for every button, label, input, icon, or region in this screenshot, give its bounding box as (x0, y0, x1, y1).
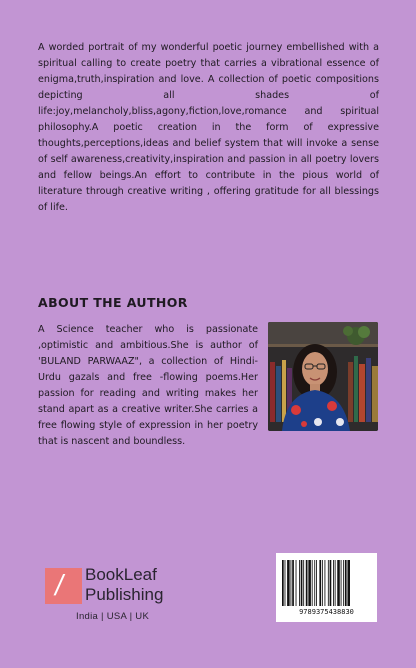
barcode-bar (299, 560, 300, 606)
barcode-bar (325, 560, 326, 606)
publisher-logo-mark (45, 568, 82, 604)
barcode-bar (312, 560, 313, 606)
barcode-bar (328, 560, 329, 606)
publisher-name (85, 565, 163, 605)
publisher-name-line2: Publishing (85, 585, 164, 604)
author-bio: A Science teacher who is passionate ,optimistic and ambitious.She is author of 'BULAND PARWAAZ", a collection of Hindi-Urdu gazals and free -flowing poems.Her passion for reading and writing makes her stand apart as a creative writer.She carries a free flowing style of expression in her poetry that is nascent and boundless. (38, 324, 258, 447)
barcode-bar (314, 560, 315, 606)
slash-icon: / (52, 570, 66, 600)
barcode-bar (347, 560, 350, 606)
back-cover-blurb: A worded portrait of my wonderful poetic journey embellished with a spiritual calling to create poetry that carries a vibrational essence of enigma,truth,inspiration and love. A collection of poetic compositions depicting all shades of life:joy,melancholy,bliss,agony,fiction,love,romance and spiritual philosophy.A poetic creation in the form of expressive thoughts,perceptions,ideas and belief system that will invoke a sense of self awareness,creativity,inspiration and passion in all poetry lovers and fellow beings.An effort to contribute in the pious world of literature through creative writing , offering gratitude for all blessings of life. (38, 42, 379, 213)
barcode-bar (291, 560, 292, 606)
barcode-bar (343, 560, 344, 606)
author-photo (268, 322, 378, 431)
barcode-bar (301, 560, 303, 606)
barcode-bar (287, 560, 290, 606)
barcode-bar (308, 560, 311, 606)
barcode-bar (303, 560, 304, 606)
barcode-bar (345, 560, 347, 606)
isbn-number: 9789375438830 (299, 608, 354, 616)
barcode-bar (282, 560, 284, 606)
barcode-bar (335, 560, 336, 606)
barcode-bars (282, 560, 371, 606)
barcode-bar (285, 560, 286, 606)
barcode-bar (341, 560, 342, 606)
publisher-regions: India | USA | UK (76, 611, 150, 622)
publisher-name-line1: BookLeaf (85, 565, 157, 584)
barcode-bar (333, 560, 334, 606)
barcode-bar (319, 560, 321, 606)
barcode-bar (296, 560, 297, 606)
barcode-bar (337, 560, 340, 606)
barcode-bar (292, 560, 294, 606)
barcode-bar (330, 560, 332, 606)
barcode-bar (322, 560, 323, 606)
isbn-barcode (276, 553, 377, 622)
barcode-bar (306, 560, 308, 606)
barcode-bar (316, 560, 317, 606)
about-author-heading: ABOUT THE AUTHOR (38, 295, 188, 310)
